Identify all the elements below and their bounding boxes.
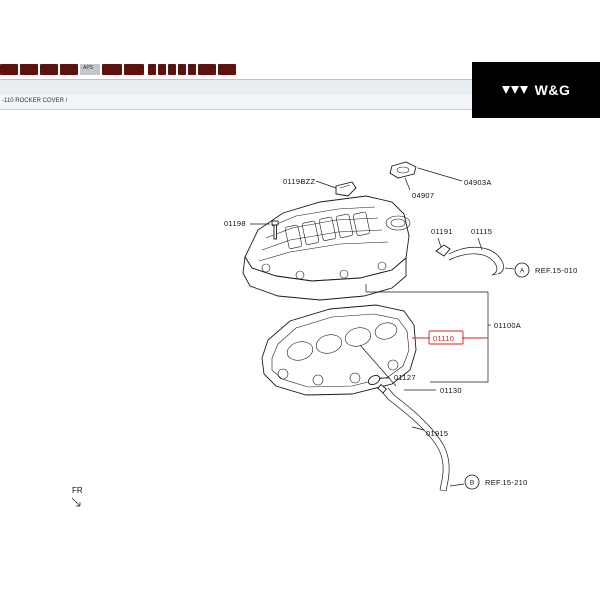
rocker-cover-assembly xyxy=(243,182,410,300)
orientation-marker-label: FR xyxy=(72,486,83,495)
label-04903a: 04903A xyxy=(464,178,492,187)
tab-chip[interactable] xyxy=(158,64,166,75)
ref-badge-a-letter: A xyxy=(519,267,525,275)
tab-chip[interactable] xyxy=(188,64,196,75)
ref-badge-b-letter: B xyxy=(469,479,475,487)
rocker-cover-gasket xyxy=(262,305,416,395)
tab-chip[interactable] xyxy=(178,64,186,75)
label-01191: 01191 xyxy=(431,227,453,236)
tab-caption: APS xyxy=(83,65,94,71)
label-01915: 01915 xyxy=(426,429,449,438)
parts-diagram xyxy=(0,118,600,600)
tab-chip[interactable] xyxy=(102,64,122,75)
tab-chip[interactable] xyxy=(20,64,38,75)
label-01115: 01115 xyxy=(471,227,493,236)
subbreadcrumb: -110 ROCKER COVER / xyxy=(2,98,68,104)
oil-filler-cap xyxy=(390,162,416,178)
label-01110: 01110 xyxy=(433,334,455,343)
tab-chip[interactable] xyxy=(148,64,156,75)
breadcrumb-bar[interactable] xyxy=(0,79,472,96)
label-ref-15-010: REF.15-010 xyxy=(535,266,578,275)
tab-chip[interactable] xyxy=(60,64,78,75)
brand-block xyxy=(472,62,600,118)
tab-chip[interactable] xyxy=(218,64,236,75)
label-0119bzz: 0119BZZ xyxy=(283,177,316,186)
ref-badge-b[interactable] xyxy=(465,475,479,489)
label-01198: 01198 xyxy=(224,219,246,228)
tab-chip[interactable] xyxy=(0,64,18,75)
pcv-hose-assembly xyxy=(436,245,504,275)
brand-name: W&G xyxy=(534,82,571,98)
label-01127: 01127 xyxy=(394,373,416,382)
label-01100a: 01100A xyxy=(494,321,522,330)
tab-bar[interactable] xyxy=(0,62,472,78)
tab-chip[interactable] xyxy=(198,64,216,75)
chevron-logo-icon xyxy=(502,86,528,94)
tab-chip[interactable] xyxy=(124,64,144,75)
ref-badge-a[interactable] xyxy=(515,263,529,277)
tab-chip[interactable] xyxy=(168,64,176,75)
label-01130: 01130 xyxy=(440,386,462,395)
tab-chip[interactable] xyxy=(40,64,58,75)
parts-diagram-svg xyxy=(0,118,600,600)
label-ref-15-210: REF.15-210 xyxy=(485,478,528,487)
subbreadcrumb-bar[interactable] xyxy=(0,95,472,110)
orientation-marker-fr xyxy=(72,486,83,506)
label-04907: 04907 xyxy=(412,191,435,200)
